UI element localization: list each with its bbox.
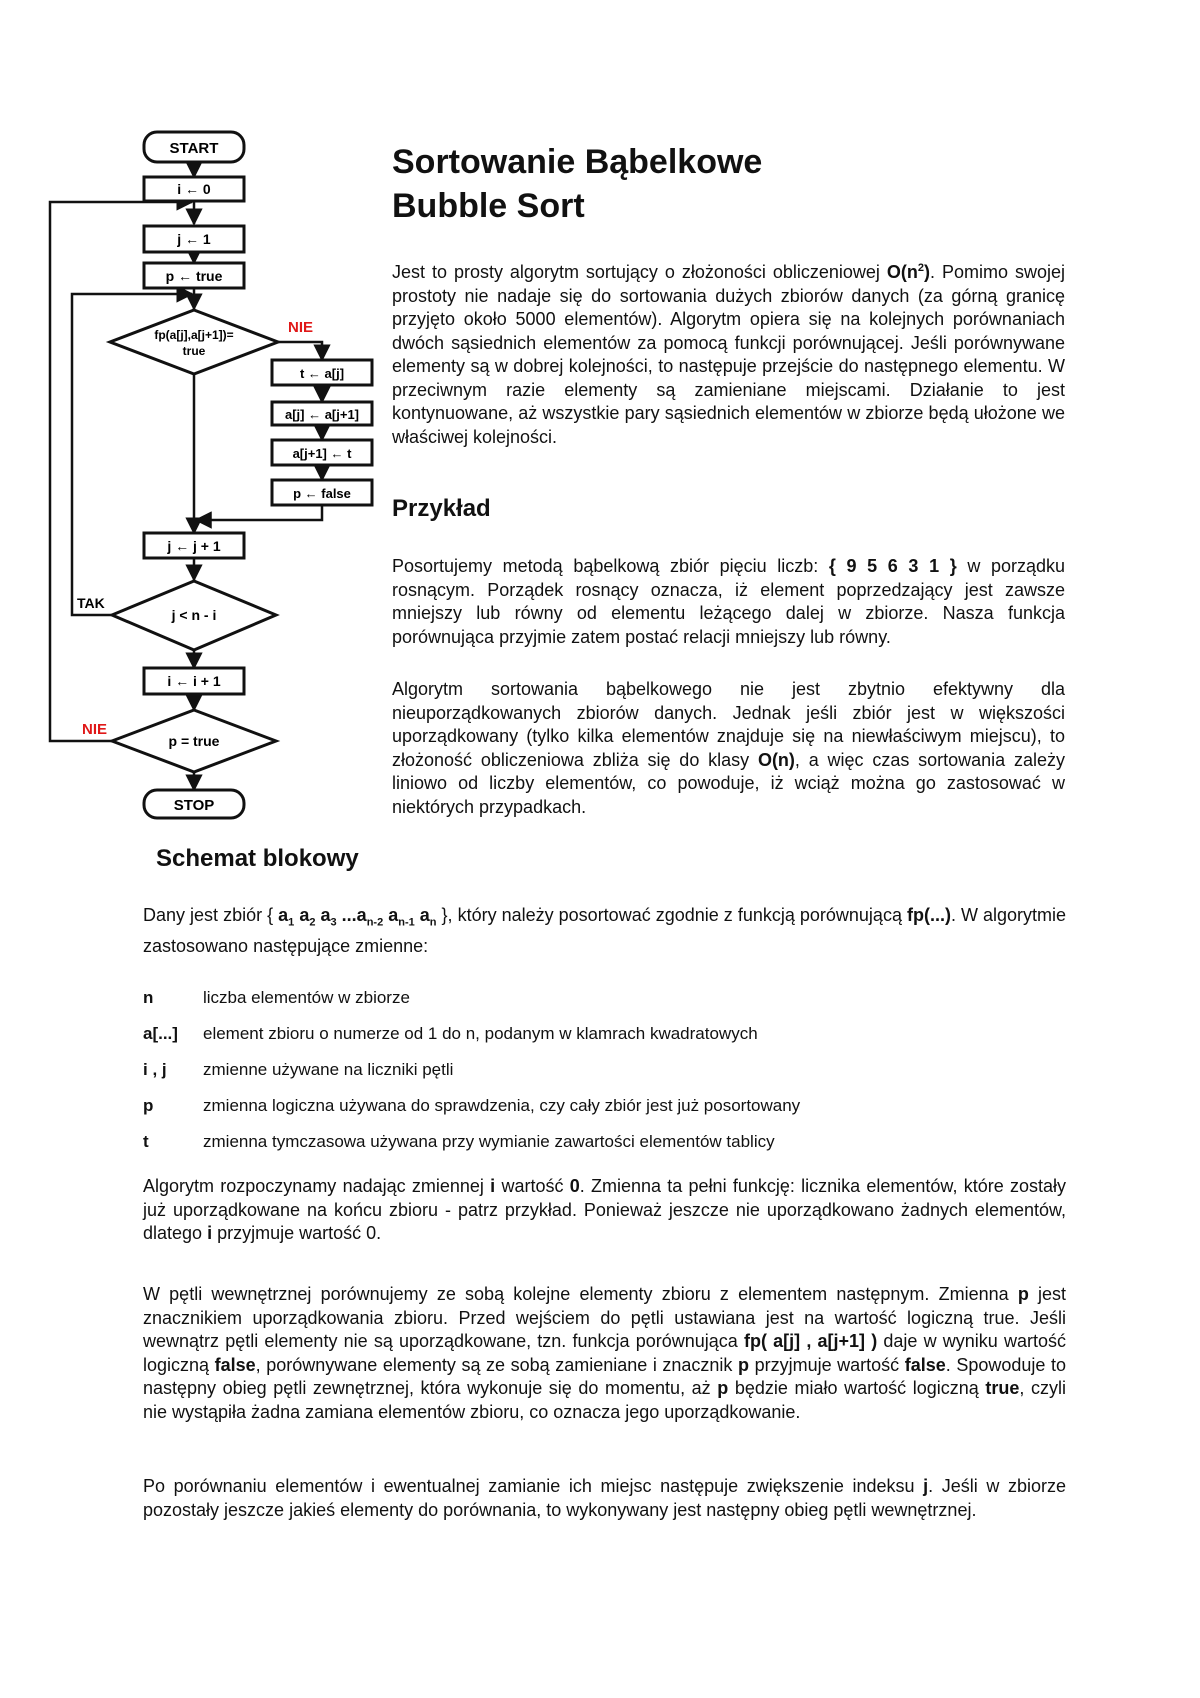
text: wartość [495, 1176, 570, 1196]
set-sub: 3 [330, 916, 337, 929]
given-text-end: . W algorytmie zastosowano następujące zmienne: [143, 905, 1067, 957]
set-sub: 1 [288, 916, 295, 929]
inc-j-label: j ← j + 1 [167, 538, 221, 554]
bold-term: p [1017, 1284, 1029, 1304]
inc-i-label: i ← i + 1 [167, 673, 221, 689]
efficiency-text: Algorytm sortowania bąbelkowego nie jest zbytnio efektywny dla nieuporządkowanych zbiorów danych. Jednak jeśli zbiór jest w większości uporządkowany (tylko kilka elementów znajduje się na niewłaściwym miejscu), to złożoność obliczeniowa zbliża się do klasy [392, 679, 1065, 770]
text: , czyli nie wystąpiła żadna zamiana elementów zbioru, co oznacza jego uporządkowanie. [143, 1378, 1067, 1422]
variables-list [143, 980, 1093, 1160]
set-sub: n-1 [398, 916, 415, 929]
complexity-close: ) [924, 262, 931, 282]
text: W pętli wewnętrznej porównujemy ze sobą kolejne elementy zbioru z elementem następnym. Zmienna [143, 1284, 1018, 1304]
intro-text: Jest to prosty algorytm sortujący o złożoności obliczeniowej [392, 262, 887, 282]
flowchart-caption: Schemat blokowy [156, 845, 359, 872]
complexity-exponent: 2 [917, 262, 925, 274]
text: przyjmuje wartość 0. [212, 1223, 382, 1243]
init-j-label: j ← 1 [177, 231, 211, 247]
example-paragraph-1 [392, 555, 1065, 649]
compare-decision [110, 310, 278, 374]
compare-function: fp(...) [906, 905, 951, 925]
compare-decision-line1: fp(a[j],a[j+1])= [154, 328, 234, 342]
set-elem: a [383, 905, 399, 925]
example-set: { 9 5 6 3 1 } [828, 556, 957, 576]
variable-symbol: i , j [143, 1060, 167, 1079]
bold-term: p [717, 1378, 729, 1398]
bold-term: i [207, 1223, 213, 1243]
variable-row [143, 1052, 1093, 1088]
variable-row [143, 1124, 1093, 1160]
no-label-compare: NIE [288, 319, 314, 336]
text: jest znacznikiem uporządkowania zbioru. Przed wejściem do pętli ustawiana jest na wartość logiczną true. Jeśli wewnątrz pętli elementy nie są uporządkowane, tzn. funkcja porównująca [143, 1284, 1067, 1351]
compare-decision-line2: true [182, 344, 206, 358]
variable-description: zmienna tymczasowa używana przy wymianie zawartości elementów tablicy [203, 1132, 775, 1151]
variable-description: element zbioru o numerze od 1 do n, podanym w klamrach kwadratowych [203, 1024, 758, 1043]
variable-row [143, 1016, 1093, 1052]
given-paragraph [143, 904, 1066, 959]
inner-loop-decision-label: j < n - i [171, 607, 217, 623]
set-sub: n-2 [366, 916, 384, 929]
variable-symbol: p [143, 1096, 154, 1115]
complexity-base: O(n [886, 262, 918, 282]
bold-term: p [738, 1354, 749, 1375]
variable-symbol: t [143, 1132, 149, 1151]
text: będzie miało wartość logiczną [728, 1378, 986, 1398]
text: daje w wyniku wartość logiczną [143, 1331, 1066, 1375]
text: , porównywane elementy są ze sobą zamieniane i znacznik [255, 1354, 738, 1375]
algorithm-start-paragraph [143, 1175, 1066, 1246]
bold-term: 0 [569, 1176, 580, 1196]
init-i-label: i ← 0 [177, 181, 211, 197]
example-text: Posortujemy metodą bąbelkową zbiór pięciu liczb: [392, 556, 829, 576]
intro-text-rest: . Pomimo swojej prostoty nie nadaje się do sortowania dużych zbiorów danych (za górną granicę przyjęto około 5000 elementów). Algorytm opiera się na kolejnych porównaniach dwóch sąsiednich elementów za pomocą funkcji porównującej. Jeśli porównywane elementy są w dobrej kolejności, to następuje przejście do następnego elementu. W przeciwnym razie elementy są zamieniane miejscami. Działanie to jest kontynuowane, aż wszystkie pary sąsiednich elementów w zbiorze będą ułożone we właściwej kolejności. [392, 262, 1065, 447]
set-elem: a [414, 905, 430, 925]
linear-complexity: O(n) [757, 749, 795, 770]
stop-label: STOP [173, 797, 215, 814]
variable-description: zmienne używane na liczniki pętli [203, 1060, 454, 1079]
title-line-english: Bubble Sort [392, 187, 585, 225]
inner-loop-paragraph [143, 1283, 1066, 1424]
text: . Jeśli w zbiorze pozostały jeszcze jakieś elementy do porównania, to wykonywany jest następny obieg pętli wewnętrznej. [143, 1476, 1066, 1520]
bold-term: false [904, 1354, 946, 1375]
sorted-check-decision-label: p = true [168, 733, 220, 749]
set-elem: a [315, 905, 331, 925]
page-title [392, 140, 762, 228]
set-elem: a [278, 905, 289, 925]
swap-b-label: a[j+1] ← t [292, 446, 352, 461]
yes-label: TAK [77, 595, 105, 611]
variable-description: zmienna logiczna używana do sprawdzenia, czy cały zbiór jest już posortowany [203, 1096, 801, 1115]
flowchart-diagram [40, 120, 400, 840]
bold-term: false [214, 1354, 256, 1375]
efficiency-text-rest: , a więc czas sortowania zależy liniowo od liczby elementów, co powoduje, iż wciąż można go zastosować w niektórych przypadkach. [392, 749, 1065, 817]
bold-term: true [985, 1378, 1020, 1398]
text: Po porównaniu elementów i ewentualnej zamianie ich miejsc następuje zwiększenie indeksu [143, 1476, 924, 1496]
no-label-sorted: NIE [82, 721, 108, 738]
bold-term: fp( a[j] , a[j+1] ) [743, 1331, 878, 1351]
flowchart [40, 120, 400, 840]
swap-a-label: a[j] ← a[j+1] [284, 407, 360, 422]
variable-row [143, 980, 1093, 1016]
example-text-rest: w porządku rosnącym. Porządek rosnący oznacza, iż element poprzedzający jest zawsze mniejszy lub równy od elementu leżącego dalej w zbiorze. Nasza funkcja porównująca przyjmie zatem postać relacji mniejszy lub równy. [392, 556, 1065, 647]
text: przyjmuje wartość [749, 1354, 905, 1375]
given-text-mid: }, który należy posortować zgodnie z funkcją porównującą [436, 905, 907, 925]
text: . Spowoduje to następny obieg pętli zewnętrznej, która wykonuje się do momentu, aż [143, 1354, 1066, 1398]
connector [196, 505, 322, 520]
set-sub: 2 [309, 916, 316, 929]
bold-term: j [923, 1476, 929, 1496]
intro-paragraph [392, 257, 1065, 449]
example-paragraph-2 [392, 678, 1065, 819]
init-p-label: p ← true [165, 268, 223, 284]
text: . Zmienna ta pełni funkcję: licznika elementów, które zostały już uporządkowane na końcu zbioru - patrz przykład. Ponieważ jeszcze nie uporządkowano żadnych elementów, dlatego [143, 1176, 1066, 1243]
swap-temp-label: t ← a[j] [299, 366, 345, 381]
set-sub: n [429, 916, 437, 929]
title-line-polish: Sortowanie Bąbelkowe [392, 143, 763, 181]
complexity [887, 262, 930, 282]
connector [278, 342, 322, 360]
variable-row [143, 1088, 1093, 1124]
variable-symbol: n [143, 988, 154, 1007]
variable-symbol: a[...] [143, 1024, 178, 1043]
set-elem: a [294, 905, 310, 925]
index-increment-paragraph [143, 1475, 1066, 1522]
start-label: START [169, 140, 219, 157]
variable-description: liczba elementów w zbiorze [203, 988, 410, 1007]
bold-term: i [490, 1176, 496, 1196]
text: Algorytm rozpoczynamy nadając zmiennej [143, 1176, 491, 1196]
set-false-label: p ← false [293, 486, 351, 501]
given-text: Dany jest zbiór { [143, 905, 279, 925]
set-elem: ...a [336, 905, 367, 925]
example-heading: Przykład [392, 495, 491, 522]
set-notation [278, 905, 437, 929]
